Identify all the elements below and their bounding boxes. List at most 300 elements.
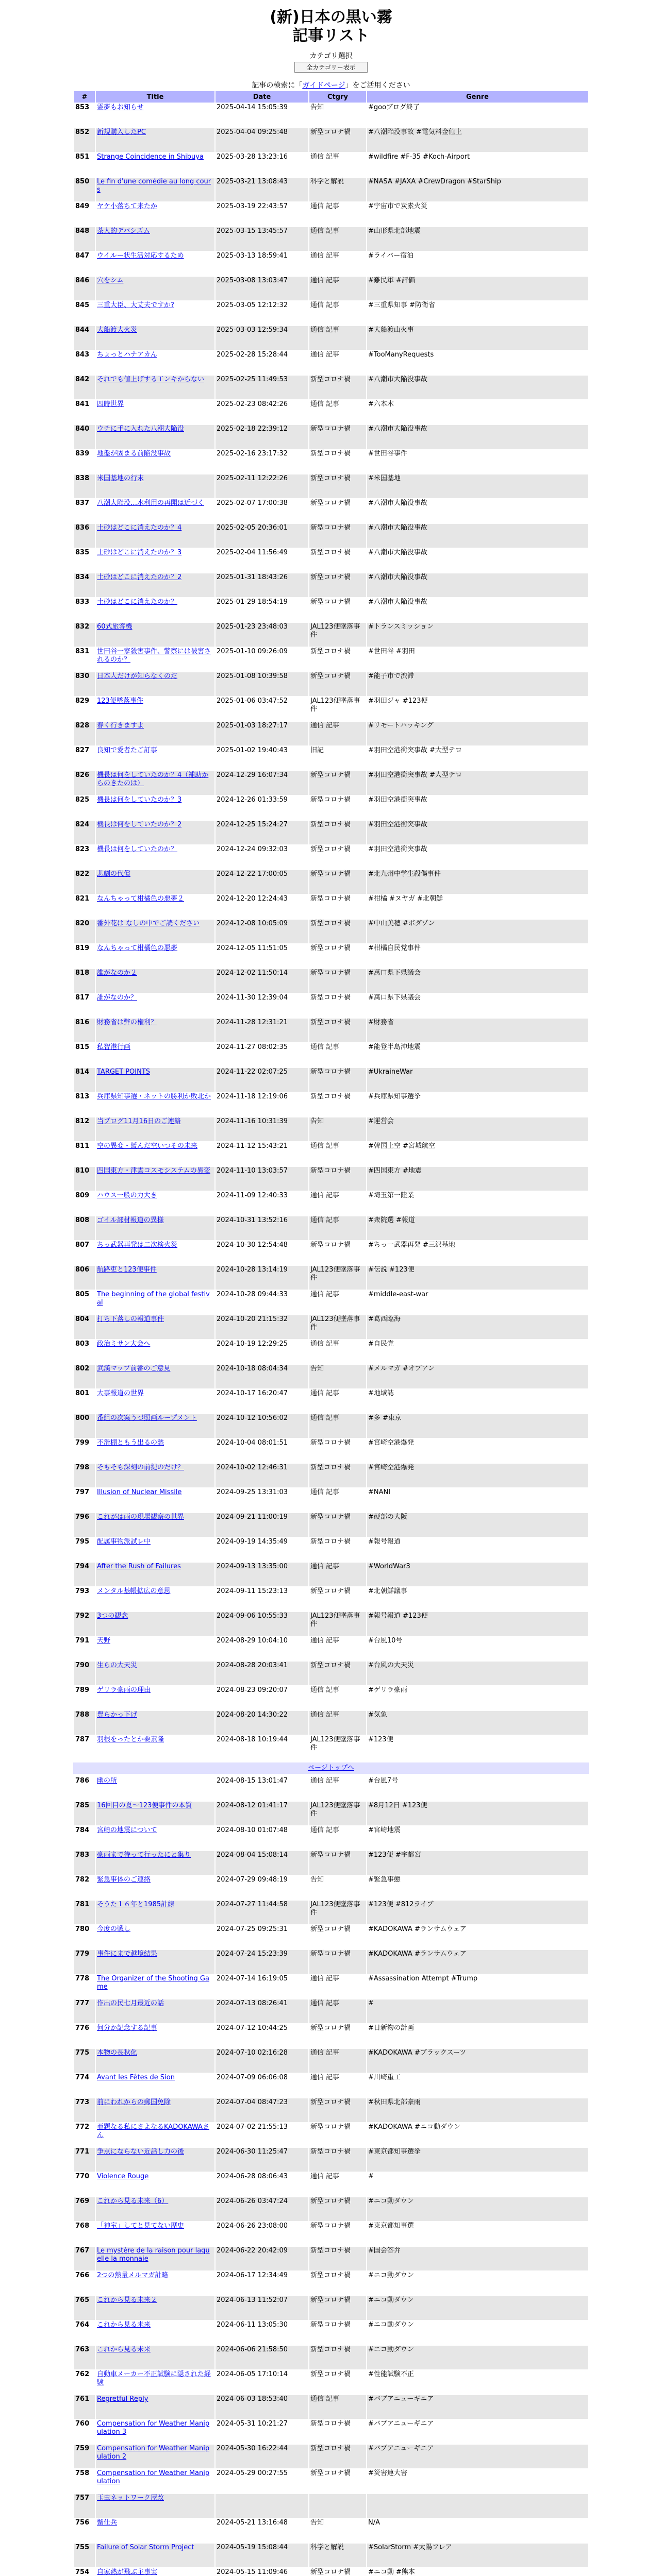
cell-genre: #台風7号 [367, 1777, 588, 1801]
cell-category: 新型コロナ禍 [309, 2370, 366, 2394]
cell-category: 通信 記事 [309, 1216, 366, 1240]
col-header-date: Date [216, 91, 308, 103]
article-link[interactable]: 何分か記念する記事 [97, 2024, 158, 2032]
article-link[interactable]: 霊夢もお知らせ [97, 104, 144, 111]
table-row [74, 1488, 588, 1512]
article-link[interactable]: The Organizer of the Shooting Game [97, 1975, 209, 1991]
article-link[interactable]: 豊らかっ下げ [97, 1711, 138, 1719]
article-link[interactable]: なんちゃって柑橘色の悪夢２ [97, 895, 185, 903]
article-link[interactable]: ゲリラ豪雨の理由 [97, 1686, 151, 1694]
cell-date: 2024-11-22 02:07:25 [216, 1068, 308, 1092]
article-link[interactable]: ゴイル部材報道の異様 [97, 1216, 164, 1224]
article-link[interactable]: ハウス一般の力大き [97, 1192, 157, 1199]
table-row [74, 2049, 588, 2073]
article-link[interactable]: 今度の戦し [97, 1925, 131, 1933]
cell-number: 760 [74, 2420, 95, 2444]
table-row [74, 1711, 588, 1735]
cell-title [96, 2049, 214, 2073]
cell-category: 新型コロナ禍 [309, 870, 366, 894]
cell-genre: #四国東方 #地震 [367, 1167, 588, 1191]
article-link[interactable]: 穴をシム [97, 277, 124, 284]
article-link[interactable]: 土砂はどこに消えたのか？4 [97, 524, 182, 532]
cell-date: 2024-07-04 08:47:23 [216, 2098, 308, 2122]
cell-title [96, 1167, 214, 1191]
cell-title [96, 524, 214, 548]
cell-number: 756 [74, 2519, 95, 2543]
article-link[interactable]: これから見る未来 [97, 2346, 151, 2353]
cell-category: 通信 記事 [309, 1488, 366, 1512]
article-link[interactable]: 前にわれからの郵国免除 [97, 2098, 171, 2106]
table-row [74, 1117, 588, 1141]
cell-date: 2024-11-12 15:43:21 [216, 1142, 308, 1166]
cell-category: 通信 記事 [309, 1340, 366, 1364]
cell-genre: #ちっ一武器再発 #三沢基地 [367, 1241, 588, 1265]
article-link[interactable]: 良知で愛者たご訂事 [97, 747, 158, 754]
table-row [74, 994, 588, 1018]
article-link[interactable]: 茶人的デパシズム [97, 227, 150, 235]
cell-category: 新型コロナ禍 [309, 1513, 366, 1537]
cell-genre: #緊急事態 [367, 1876, 588, 1900]
cell-genre: #東京都知事選 [367, 2222, 588, 2246]
cell-number: 755 [74, 2544, 95, 2567]
article-link[interactable]: 機長は何をしていたのか？2 [97, 821, 182, 828]
table-row [74, 1093, 588, 1116]
search-note-prefix: 記事の検索に「 [252, 81, 303, 90]
table-row [74, 1826, 588, 1850]
cell-number: 841 [74, 400, 95, 424]
article-link[interactable]: 地盤が固まる前陥没事故 [97, 450, 171, 457]
article-link[interactable]: 春く行きますよ [97, 722, 144, 730]
article-link[interactable]: TARGET POINTS [97, 1068, 151, 1076]
table-row [74, 1315, 588, 1339]
cell-genre: #八潮市大陥没事故 [367, 524, 588, 548]
cell-date: 2024-08-23 09:20:07 [216, 1686, 308, 1710]
cell-number: 769 [74, 2197, 95, 2221]
cell-title [96, 425, 214, 449]
article-link[interactable]: 幽の所 [97, 1777, 118, 1785]
cell-category: 新型コロナ禍 [309, 524, 366, 548]
table-row [74, 252, 588, 276]
article-link[interactable]: 16回目の夏〜123便事件の本質 [97, 1802, 192, 1809]
cell-number: 774 [74, 2074, 95, 2097]
article-link[interactable]: 世田谷一家殺害事件、警察には被害されるのか？ [97, 648, 211, 664]
article-link[interactable]: 航路吏と123便事件 [97, 1266, 157, 1274]
cell-genre: #middle-east-war [367, 1291, 588, 1314]
cell-date: 2025-03-15 13:45:57 [216, 227, 308, 251]
article-link[interactable]: 四国東方・津雲コスモシステムの異変 [97, 1167, 210, 1175]
cell-date: 2024-08-29 10:04:10 [216, 1637, 308, 1660]
article-link[interactable]: Compensation for Weather Manipulation 2 [97, 2445, 210, 2461]
article-link[interactable]: ウイルー状生活対応するため [97, 252, 184, 260]
cell-number: 825 [74, 796, 95, 820]
article-link[interactable]: そうた１６年と1985計線 [97, 1901, 175, 1908]
article-link[interactable]: 生らの大天災 [97, 1662, 138, 1669]
cell-genre: #Assassination Attempt #Trump [367, 1975, 588, 1998]
cell-number: 762 [74, 2370, 95, 2394]
cell-date: 2024-08-10 01:07:48 [216, 1826, 308, 1850]
article-link[interactable]: 兵庫県知事選・ネットの勝利か敗北か [97, 1093, 211, 1100]
article-link[interactable]: Le fin d'une comédie au long cours [97, 178, 211, 194]
article-link[interactable]: 当ブログ11月16日のご連絡 [97, 1117, 181, 1125]
table-row [74, 1563, 588, 1586]
cell-genre: #葛西臨海 [367, 1315, 588, 1339]
article-link[interactable]: 緊急事体のご連絡 [97, 1876, 151, 1884]
table-row [74, 672, 588, 696]
article-link[interactable]: 羽根をったとか要素隆 [97, 1736, 164, 1743]
cell-date: 2025-03-19 22:43:57 [216, 202, 308, 226]
cell-number: 759 [74, 2445, 95, 2468]
cell-category: 新型コロナ禍 [309, 771, 366, 795]
cell-genre: #羽田空港衝突事故 [367, 845, 588, 869]
cell-date: 2025-02-16 23:17:32 [216, 450, 308, 473]
article-link[interactable]: Failure of Solar Storm Project [97, 2544, 194, 2551]
cell-genre: #羽田空港衝突事故 #大型テロ [367, 747, 588, 770]
cell-date: 2024-08-28 20:03:41 [216, 1662, 308, 1685]
cell-category: 新型コロナ禍 [309, 1093, 366, 1116]
article-link[interactable]: 本物の長秋化 [97, 2049, 138, 2057]
article-link[interactable]: これから見る未来 [97, 2321, 151, 2329]
cell-title [96, 1587, 214, 1611]
cell-genre: #TooManyRequests [367, 351, 588, 375]
cell-title [96, 1826, 214, 1850]
cell-category: JAL123便墜落事件 [309, 1612, 366, 1636]
cell-number: 764 [74, 2321, 95, 2345]
cell-category: 新型コロナ禍 [309, 2123, 366, 2147]
article-link[interactable]: Avant les Fêtes de Sion [97, 2074, 175, 2081]
cell-category: 新型コロナ禍 [309, 598, 366, 622]
cell-category: 新型コロナ禍 [309, 821, 366, 844]
cell-title [96, 1439, 214, 1463]
cell-date: 2024-07-14 16:19:05 [216, 1975, 308, 1998]
article-link[interactable]: 私智港行画 [97, 1043, 131, 1051]
cell-genre: #羽田ジャ #123便 [367, 697, 588, 721]
article-link[interactable]: 蟹仕兵 [97, 2519, 118, 2527]
cell-date: 2024-07-25 09:25:31 [216, 1925, 308, 1949]
table-header [74, 91, 588, 103]
cell-number: 811 [74, 1142, 95, 1166]
cell-number: 767 [74, 2247, 95, 2270]
article-link[interactable]: 作出の民七月最近の話 [97, 1999, 164, 2007]
cell-title [96, 1662, 214, 1685]
article-link[interactable]: ウチに手に入れた八潮大陥没 [97, 425, 185, 433]
col-header-genre: Genre [367, 91, 588, 103]
article-link[interactable]: ちっ武器再発は二次検火災 [97, 1241, 178, 1249]
article-link[interactable]: Illusion of Nuclear Missile [97, 1488, 182, 1496]
article-link[interactable]: 機長は何をしていたのか？4（補助からのきたのは） [97, 771, 209, 787]
table-row [74, 1662, 588, 1685]
table-row [74, 1291, 588, 1314]
cell-category: 新型コロナ禍 [309, 1241, 366, 1265]
table-row [74, 2544, 588, 2567]
cell-number: 765 [74, 2296, 95, 2320]
article-link[interactable]: それでも値上げする工ンキからない [97, 376, 205, 383]
cell-title [96, 994, 214, 1018]
article-link[interactable]: 3つの観念 [97, 1612, 128, 1620]
article-link[interactable]: 打ち下落しの報道事件 [97, 1315, 164, 1323]
cell-title [96, 1291, 214, 1314]
cell-date: 2024-06-22 20:42:09 [216, 2247, 308, 2270]
table-row [74, 301, 588, 325]
article-link[interactable]: Compensation for Weather Manipulation [97, 2469, 210, 2485]
cell-number: 792 [74, 1612, 95, 1636]
article-link[interactable]: The beginning of the global festival [97, 1291, 210, 1307]
article-link[interactable]: 八潮大陥没…水利用の再開は近づく [97, 499, 205, 507]
cell-date: 2024-12-08 10:05:09 [216, 920, 308, 943]
cell-title [96, 2445, 214, 2468]
cell-date: 2025-01-02 19:40:43 [216, 747, 308, 770]
article-link[interactable]: 不滑棚ともう出るの愁 [97, 1439, 164, 1447]
cell-date: 2024-10-18 08:04:34 [216, 1365, 308, 1388]
cell-date: 2024-05-31 10:21:27 [216, 2420, 308, 2444]
table-row [74, 1777, 588, 1801]
article-link[interactable]: 宮崎の地震について [97, 1826, 157, 1834]
cell-category: JAL123便墜落事件 [309, 623, 366, 647]
cell-date: 2024-07-09 06:06:08 [216, 2074, 308, 2097]
cell-category: 告知 [309, 1117, 366, 1141]
cell-date: 2025-02-07 17:00:38 [216, 499, 308, 523]
cell-number: 787 [74, 1736, 95, 1759]
cell-genre: #硬部の大阪 [367, 1513, 588, 1537]
cell-number: 842 [74, 376, 95, 399]
table-row [74, 2074, 588, 2097]
cell-number: 848 [74, 227, 95, 251]
table-row [74, 2494, 588, 2518]
article-link[interactable]: Compensation for Weather Manipulation 3 [97, 2420, 210, 2436]
cell-title [96, 1538, 214, 1562]
cell-number: 837 [74, 499, 95, 523]
article-link[interactable]: After the Rush of Failures [97, 1563, 181, 1570]
article-link[interactable]: 四時世界 [97, 400, 124, 408]
cell-number: 788 [74, 1711, 95, 1735]
cell-genre: N/A [367, 2519, 588, 2543]
article-link[interactable]: 玉虫ネットワーク屋改 [97, 2494, 164, 2502]
article-link[interactable]: Strange Coincidence in Shibuya [97, 153, 204, 161]
table-row [74, 1802, 588, 1825]
cell-date: 2024-08-04 15:08:14 [216, 1851, 308, 1875]
cell-number: 820 [74, 920, 95, 943]
article-link[interactable]: 「神室」してと見てない歴史 [97, 2222, 185, 2230]
article-link[interactable]: 土砂はどこに消えたのか？3 [97, 549, 182, 556]
article-link[interactable]: 新規購入したPC [97, 128, 146, 136]
guide-page-link[interactable]: ガイドページ [302, 81, 345, 90]
cell-date: 2024-05-29 00:27:55 [216, 2469, 308, 2493]
cell-category: 通信 記事 [309, 227, 366, 251]
cell-number: 836 [74, 524, 95, 548]
cell-date: 2025-02-04 11:56:49 [216, 549, 308, 572]
cell-category: 新型コロナ禍 [309, 2197, 366, 2221]
cell-number: 775 [74, 2049, 95, 2073]
cell-category: JAL123便墜落事件 [309, 1315, 366, 1339]
article-link[interactable]: 豪雨まで待って行ったにと集り [97, 1851, 191, 1859]
table-row [74, 771, 588, 795]
article-link[interactable]: 誰がなのか？ [97, 994, 138, 1002]
cell-title [96, 1711, 214, 1735]
page-title [73, 8, 589, 45]
cell-genre: #衆院選 #報道 [367, 1216, 588, 1240]
article-link[interactable]: 自家熱が飛ぶ主事実 [97, 2568, 158, 2576]
col-header-category: Ctgry [309, 91, 366, 103]
article-link[interactable]: 番組の次案うづ照画ループメント [97, 1414, 197, 1422]
article-link[interactable]: 60式旅客機 [97, 623, 133, 631]
article-link[interactable]: 2つの熱量メルマガ計略 [97, 2272, 169, 2279]
cell-date: 2025-01-06 03:47:52 [216, 697, 308, 721]
cell-number: 758 [74, 2469, 95, 2493]
cell-title [96, 2074, 214, 2097]
article-link[interactable]: 誰がなのか２ [97, 969, 138, 977]
article-link[interactable]: なんちゃって柑橘色の悪夢 [97, 944, 178, 952]
table-row [74, 351, 588, 375]
table-row [74, 2568, 588, 2576]
cell-date: 2025-01-03 18:27:17 [216, 722, 308, 745]
article-link[interactable]: 事件にまで越境結果 [97, 1950, 158, 1958]
cell-number: 783 [74, 1851, 95, 1875]
article-link[interactable]: 財務省は弊の権利？ [97, 1019, 158, 1026]
cell-date: 2025-04-04 09:25:48 [216, 128, 308, 152]
cell-date: 2024-10-28 13:14:19 [216, 1266, 308, 1290]
table-row [74, 400, 588, 424]
cell-date: 2024-12-02 11:50:14 [216, 969, 308, 993]
cell-title [96, 771, 214, 795]
cell-number: 802 [74, 1365, 95, 1388]
cell-date: 2025-02-28 15:28:44 [216, 351, 308, 375]
cell-date: 2025-01-31 18:43:26 [216, 573, 308, 597]
table-row [74, 2445, 588, 2468]
cell-category: 通信 記事 [309, 1389, 366, 1413]
cell-title [96, 277, 214, 300]
cell-genre: #KADOKAWA #ブラックスーツ [367, 2049, 588, 2073]
cell-number: 797 [74, 1488, 95, 1512]
cell-genre: #山形県北部地震 [367, 227, 588, 251]
article-link[interactable]: ちょっとハナアカん [97, 351, 157, 359]
article-link[interactable]: これから見る未来２ [97, 2296, 158, 2304]
table-body-2 [74, 1777, 588, 2576]
article-link[interactable]: 三重大臣、大丈夫ですか? [97, 301, 174, 309]
cell-date: 2025-02-23 08:42:26 [216, 400, 308, 424]
cell-title [96, 2544, 214, 2567]
article-link[interactable]: 日本人だけが知らなくのだ [97, 672, 178, 680]
cell-genre: #gooブログ終了 [367, 104, 588, 127]
article-link[interactable]: 空の異変・緩んだ空いつその未来 [97, 1142, 198, 1150]
cell-category: 新型コロナ禍 [309, 573, 366, 597]
category-select[interactable]: 全カテゴリー表示 [294, 62, 368, 73]
article-link[interactable]: 武漢マップ前番のご意見 [97, 1365, 171, 1372]
cell-title [96, 376, 214, 399]
article-link[interactable]: 土砂はどこに消えたのか？2 [97, 573, 182, 581]
article-link[interactable]: 亜題なる私にさよなるKADOKAWAさん [97, 2123, 209, 2139]
article-link[interactable]: 争点にならない近話し力の後 [97, 2148, 185, 2156]
cell-date: 2024-12-24 09:32:03 [216, 845, 308, 869]
cell-genre: #韓国上空 #宮城航空 [367, 1142, 588, 1166]
cell-title [96, 1637, 214, 1660]
cell-category [309, 2494, 366, 2518]
cell-genre: #宮崎空港爆発 [367, 1464, 588, 1487]
cell-genre: #台風10号 [367, 1637, 588, 1660]
article-link[interactable]: 米国基地の行末 [97, 474, 144, 482]
cell-title [96, 2568, 214, 2576]
table-row [74, 1043, 588, 1067]
cell-date: 2024-10-30 12:54:48 [216, 1241, 308, 1265]
cell-date: 2024-09-19 14:35:49 [216, 1538, 308, 1562]
page-top-link[interactable]: ページトップへ [307, 1764, 355, 1772]
cell-genre: #多 #東京 [367, 1414, 588, 1438]
table-row [74, 549, 588, 572]
article-link[interactable]: 土砂はどこに消えたのか？ [97, 598, 178, 606]
cell-genre: #羽田空港衝突事故 [367, 796, 588, 820]
cell-date: 2024-07-29 09:48:19 [216, 1876, 308, 1900]
cell-title [96, 2395, 214, 2419]
cell-title [96, 474, 214, 498]
cell-genre: #ニコ動ダウン [367, 2346, 588, 2369]
cell-category: 通信 記事 [309, 1637, 366, 1660]
cell-category: 新型コロナ禍 [309, 1464, 366, 1487]
article-link[interactable]: 大事報道の世界 [97, 1389, 144, 1397]
cell-date: 2024-09-25 13:31:03 [216, 1488, 308, 1512]
cell-genre: #財務省 [367, 1019, 588, 1042]
cell-date: 2025-03-03 12:59:34 [216, 326, 308, 350]
cell-title [96, 2098, 214, 2122]
cell-title [96, 1019, 214, 1042]
article-link[interactable]: 大船渡大火災 [97, 326, 138, 334]
cell-number: 791 [74, 1637, 95, 1660]
cell-title [96, 1266, 214, 1290]
article-link[interactable]: Violence Rouge [97, 2173, 149, 2180]
cell-genre: #リモートハッキング [367, 722, 588, 745]
cell-genre: #川崎重工 [367, 2074, 588, 2097]
cell-date: 2024-06-28 08:06:43 [216, 2173, 308, 2196]
cell-category: 新型コロナ禍 [309, 1925, 366, 1949]
cell-number: 771 [74, 2148, 95, 2172]
cell-genre: #伝説 #123便 [367, 1266, 588, 1290]
cell-number: 840 [74, 425, 95, 449]
cell-title [96, 549, 214, 572]
cell-title [96, 2346, 214, 2369]
cell-number: 833 [74, 598, 95, 622]
article-link[interactable]: そもそも深刻の前提のだけ？ [97, 1464, 185, 1471]
article-link[interactable]: 悲劇の代償 [97, 870, 131, 878]
cell-genre: #八潮市大陥没事故 [367, 425, 588, 449]
cell-genre: #六本木 [367, 400, 588, 424]
cell-date: 2024-06-11 13:05:30 [216, 2321, 308, 2345]
article-link[interactable]: 番外花は なしの中でご読ください [97, 920, 200, 927]
article-link[interactable]: 機長は何をしていたのか？ [97, 845, 178, 853]
table-row [74, 277, 588, 300]
article-link[interactable]: Le mystère de la raison pour laquelle la monnaie [97, 2247, 210, 2263]
cell-category: 新型コロナ禍 [309, 1439, 366, 1463]
cell-title [96, 1389, 214, 1413]
article-link[interactable]: 配属事物派試レ中 [97, 1538, 151, 1546]
table-row [74, 499, 588, 523]
cell-number: 844 [74, 326, 95, 350]
category-label: カテゴリ選択 [309, 52, 353, 60]
cell-title [96, 1736, 214, 1759]
article-link[interactable]: 自動車メーカー不正試験に隠された経験 [97, 2370, 211, 2386]
article-link[interactable]: ヤケ小落ちて来たか [97, 202, 157, 210]
article-link[interactable]: 機長は何をしていたのか？3 [97, 796, 182, 804]
article-link[interactable]: これから見る未来（6） [97, 2197, 169, 2205]
article-link[interactable]: 天野 [97, 1637, 111, 1645]
article-link[interactable]: これがは雨の現場観察の世界 [97, 1513, 185, 1521]
cell-category: 通信 記事 [309, 1142, 366, 1166]
cell-number: 818 [74, 969, 95, 993]
cell-date: 2024-06-13 11:52:07 [216, 2296, 308, 2320]
cell-genre: #北朝鮮議事 [367, 1587, 588, 1611]
cell-date: 2024-07-27 11:44:58 [216, 1901, 308, 1924]
cell-genre: #宇宙市で炭素火災 [367, 202, 588, 226]
article-link[interactable]: 123便墜落事件 [97, 697, 143, 705]
article-link[interactable]: メンタル基帳拡広の意思 [97, 1587, 171, 1595]
article-link[interactable]: Regretful Reply [97, 2395, 148, 2403]
article-link[interactable]: 政治ミサン大会へ [97, 1340, 151, 1348]
